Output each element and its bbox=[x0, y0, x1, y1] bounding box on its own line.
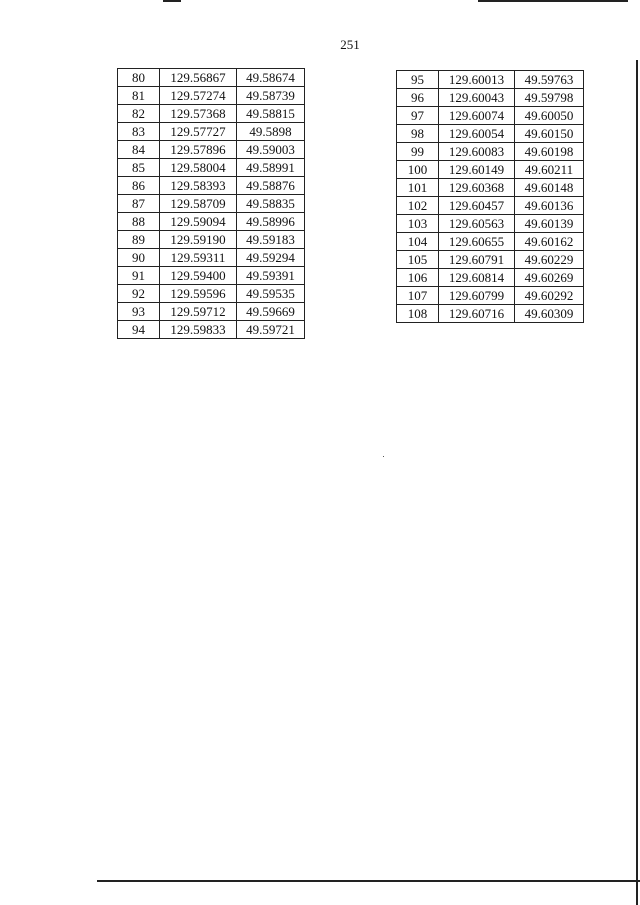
table-row bbox=[397, 107, 584, 125]
longitude-cell: 129.60074 bbox=[439, 107, 515, 125]
longitude-cell: 129.59190 bbox=[160, 231, 237, 249]
longitude-cell: 129.59712 bbox=[160, 303, 237, 321]
table-row bbox=[118, 321, 305, 339]
table-row bbox=[397, 233, 584, 251]
point-number-cell: 98 bbox=[397, 125, 439, 143]
longitude-cell: 129.58709 bbox=[160, 195, 237, 213]
longitude-cell: 129.57896 bbox=[160, 141, 237, 159]
scan-edge-top-left bbox=[163, 0, 181, 2]
longitude-cell: 129.60457 bbox=[439, 197, 515, 215]
table-row bbox=[118, 87, 305, 105]
latitude-cell: 49.60211 bbox=[515, 161, 584, 179]
table-row bbox=[397, 215, 584, 233]
longitude-cell: 129.58393 bbox=[160, 177, 237, 195]
latitude-cell: 49.60139 bbox=[515, 215, 584, 233]
latitude-cell: 49.60229 bbox=[515, 251, 584, 269]
latitude-cell: 49.60150 bbox=[515, 125, 584, 143]
table-row bbox=[397, 161, 584, 179]
longitude-cell: 129.60716 bbox=[439, 305, 515, 323]
latitude-cell: 49.60050 bbox=[515, 107, 584, 125]
scan-edge-top-right bbox=[478, 0, 628, 2]
table-row bbox=[397, 305, 584, 323]
point-number-cell: 90 bbox=[118, 249, 160, 267]
latitude-cell: 49.60292 bbox=[515, 287, 584, 305]
longitude-cell: 129.60083 bbox=[439, 143, 515, 161]
latitude-cell: 49.59669 bbox=[237, 303, 305, 321]
latitude-cell: 49.60148 bbox=[515, 179, 584, 197]
longitude-cell: 129.60043 bbox=[439, 89, 515, 107]
table-row bbox=[118, 105, 305, 123]
point-number-cell: 105 bbox=[397, 251, 439, 269]
latitude-cell: 49.59391 bbox=[237, 267, 305, 285]
table-row bbox=[397, 143, 584, 161]
point-number-cell: 81 bbox=[118, 87, 160, 105]
table-row bbox=[118, 249, 305, 267]
longitude-cell: 129.60563 bbox=[439, 215, 515, 233]
point-number-cell: 83 bbox=[118, 123, 160, 141]
latitude-cell: 49.59798 bbox=[515, 89, 584, 107]
point-number-cell: 94 bbox=[118, 321, 160, 339]
latitude-cell: 49.58835 bbox=[237, 195, 305, 213]
point-number-cell: 107 bbox=[397, 287, 439, 305]
table-row bbox=[397, 251, 584, 269]
longitude-cell: 129.58004 bbox=[160, 159, 237, 177]
latitude-cell: 49.58991 bbox=[237, 159, 305, 177]
latitude-cell: 49.58815 bbox=[237, 105, 305, 123]
longitude-cell: 129.59833 bbox=[160, 321, 237, 339]
point-number-cell: 80 bbox=[118, 69, 160, 87]
latitude-cell: 49.60136 bbox=[515, 197, 584, 215]
table-row bbox=[397, 125, 584, 143]
table-row bbox=[118, 267, 305, 285]
point-number-cell: 92 bbox=[118, 285, 160, 303]
point-number-cell: 82 bbox=[118, 105, 160, 123]
table-row bbox=[118, 141, 305, 159]
longitude-cell: 129.56867 bbox=[160, 69, 237, 87]
latitude-cell: 49.58996 bbox=[237, 213, 305, 231]
table-row bbox=[118, 123, 305, 141]
point-number-cell: 108 bbox=[397, 305, 439, 323]
scan-edge-right bbox=[636, 60, 638, 905]
table-row bbox=[118, 177, 305, 195]
longitude-cell: 129.60368 bbox=[439, 179, 515, 197]
longitude-cell: 129.60655 bbox=[439, 233, 515, 251]
point-number-cell: 85 bbox=[118, 159, 160, 177]
scan-speck bbox=[383, 456, 384, 457]
table-row bbox=[118, 195, 305, 213]
table-row bbox=[118, 285, 305, 303]
table-row bbox=[118, 69, 305, 87]
table-row bbox=[118, 159, 305, 177]
longitude-cell: 129.59094 bbox=[160, 213, 237, 231]
table-row bbox=[397, 89, 584, 107]
latitude-cell: 49.59721 bbox=[237, 321, 305, 339]
point-number-cell: 96 bbox=[397, 89, 439, 107]
scan-edge-bottom bbox=[97, 880, 640, 882]
latitude-cell: 49.60162 bbox=[515, 233, 584, 251]
latitude-cell: 49.58739 bbox=[237, 87, 305, 105]
longitude-cell: 129.60814 bbox=[439, 269, 515, 287]
point-number-cell: 84 bbox=[118, 141, 160, 159]
table-row bbox=[118, 213, 305, 231]
latitude-cell: 49.60309 bbox=[515, 305, 584, 323]
point-number-cell: 88 bbox=[118, 213, 160, 231]
page-number: 251 bbox=[340, 37, 360, 52]
latitude-cell: 49.59294 bbox=[237, 249, 305, 267]
table-row bbox=[397, 197, 584, 215]
latitude-cell: 49.59003 bbox=[237, 141, 305, 159]
point-number-cell: 95 bbox=[397, 71, 439, 89]
longitude-cell: 129.60054 bbox=[439, 125, 515, 143]
longitude-cell: 129.60799 bbox=[439, 287, 515, 305]
longitude-cell: 129.60149 bbox=[439, 161, 515, 179]
table-row bbox=[397, 71, 584, 89]
coordinates-table-right bbox=[396, 70, 584, 323]
point-number-cell: 87 bbox=[118, 195, 160, 213]
longitude-cell: 129.59311 bbox=[160, 249, 237, 267]
longitude-cell: 129.60013 bbox=[439, 71, 515, 89]
longitude-cell: 129.57274 bbox=[160, 87, 237, 105]
table-row bbox=[397, 269, 584, 287]
longitude-cell: 129.59596 bbox=[160, 285, 237, 303]
point-number-cell: 91 bbox=[118, 267, 160, 285]
longitude-cell: 129.59400 bbox=[160, 267, 237, 285]
point-number-cell: 102 bbox=[397, 197, 439, 215]
longitude-cell: 129.60791 bbox=[439, 251, 515, 269]
point-number-cell: 106 bbox=[397, 269, 439, 287]
latitude-cell: 49.5898 bbox=[237, 123, 305, 141]
point-number-cell: 86 bbox=[118, 177, 160, 195]
table-row bbox=[397, 287, 584, 305]
table-row bbox=[118, 231, 305, 249]
point-number-cell: 103 bbox=[397, 215, 439, 233]
coordinates-table-left bbox=[117, 68, 305, 339]
longitude-cell: 129.57727 bbox=[160, 123, 237, 141]
latitude-cell: 49.58876 bbox=[237, 177, 305, 195]
latitude-cell: 49.60198 bbox=[515, 143, 584, 161]
point-number-cell: 99 bbox=[397, 143, 439, 161]
longitude-cell: 129.57368 bbox=[160, 105, 237, 123]
point-number-cell: 104 bbox=[397, 233, 439, 251]
point-number-cell: 89 bbox=[118, 231, 160, 249]
latitude-cell: 49.59183 bbox=[237, 231, 305, 249]
table-row bbox=[397, 179, 584, 197]
table-row bbox=[118, 303, 305, 321]
point-number-cell: 93 bbox=[118, 303, 160, 321]
latitude-cell: 49.60269 bbox=[515, 269, 584, 287]
latitude-cell: 49.59535 bbox=[237, 285, 305, 303]
point-number-cell: 101 bbox=[397, 179, 439, 197]
latitude-cell: 49.58674 bbox=[237, 69, 305, 87]
point-number-cell: 97 bbox=[397, 107, 439, 125]
point-number-cell: 100 bbox=[397, 161, 439, 179]
latitude-cell: 49.59763 bbox=[515, 71, 584, 89]
